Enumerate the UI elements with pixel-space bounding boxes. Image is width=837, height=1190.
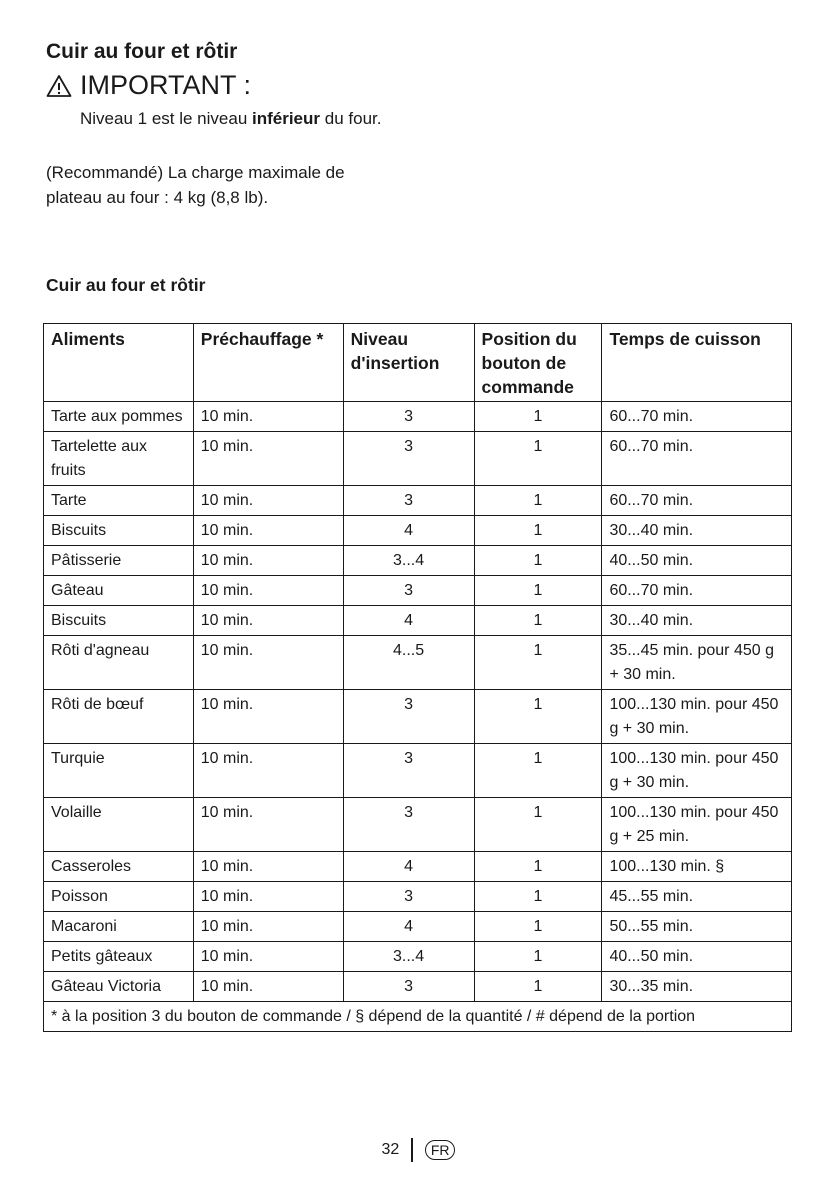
table-cell: 10 min. <box>193 546 343 576</box>
table-footnote: * à la position 3 du bouton de commande / § dépend de la quantité / # dépend de la portion <box>44 1002 792 1032</box>
table-cell: 10 min. <box>193 744 343 798</box>
table-cell: 1 <box>474 744 602 798</box>
page-number: 32 <box>381 1141 400 1158</box>
table-row <box>44 516 792 546</box>
table-cell: Casseroles <box>44 852 194 882</box>
table-cell: Tartelette aux fruits <box>44 432 194 486</box>
table-cell: Gâteau Victoria <box>44 972 194 1002</box>
footnote-row <box>44 1002 792 1032</box>
important-label: IMPORTANT : <box>80 70 252 100</box>
table-cell: 1 <box>474 798 602 852</box>
table-cell: 1 <box>474 516 602 546</box>
table-cell: Gâteau <box>44 576 194 606</box>
table-cell: 3 <box>343 972 474 1002</box>
header-cell: Temps de cuisson <box>602 324 792 402</box>
table-cell: Tarte <box>44 486 194 516</box>
table-cell: 1 <box>474 432 602 486</box>
table-row <box>44 852 792 882</box>
table-cell: 3 <box>343 402 474 432</box>
table-row <box>44 912 792 942</box>
table-cell: 1 <box>474 882 602 912</box>
header-cell: Aliments <box>44 324 194 402</box>
table-cell: 30...40 min. <box>602 516 792 546</box>
table-cell: 3 <box>343 432 474 486</box>
table-row <box>44 744 792 798</box>
level-note-suffix: du four. <box>320 109 382 128</box>
table-cell: Turquie <box>44 744 194 798</box>
table-cell: 3 <box>343 690 474 744</box>
table-cell: 10 min. <box>193 486 343 516</box>
header-cell: Préchauffage * <box>193 324 343 402</box>
table-cell: 4 <box>343 606 474 636</box>
table-cell: 4...5 <box>343 636 474 690</box>
table-cell: 45...55 min. <box>602 882 792 912</box>
table-cell: Pâtisserie <box>44 546 194 576</box>
warning-icon <box>46 74 72 98</box>
table-cell: 10 min. <box>193 576 343 606</box>
table-cell: 100...130 min. pour 450 g + 25 min. <box>602 798 792 852</box>
table-cell: 50...55 min. <box>602 912 792 942</box>
table-cell: 1 <box>474 402 602 432</box>
table-cell: Biscuits <box>44 606 194 636</box>
table-header-row <box>44 324 792 402</box>
page-title: Cuir au four et rôtir <box>46 40 238 63</box>
table-cell: 1 <box>474 690 602 744</box>
table-cell: 10 min. <box>193 606 343 636</box>
table-row <box>44 432 792 486</box>
table-cell: 1 <box>474 546 602 576</box>
table-cell: Poisson <box>44 882 194 912</box>
level-note-bold: inférieur <box>252 109 321 128</box>
table-cell: 10 min. <box>193 402 343 432</box>
table-cell: 30...40 min. <box>602 606 792 636</box>
table-row <box>44 690 792 744</box>
table-row <box>44 606 792 636</box>
table-row <box>44 636 792 690</box>
table-cell: Petits gâteaux <box>44 942 194 972</box>
table-row <box>44 882 792 912</box>
table-cell: 10 min. <box>193 912 343 942</box>
table-cell: 60...70 min. <box>602 486 792 516</box>
table-cell: 40...50 min. <box>602 942 792 972</box>
table-cell: 10 min. <box>193 972 343 1002</box>
table-cell: Biscuits <box>44 516 194 546</box>
table-cell: 1 <box>474 912 602 942</box>
table-cell: 1 <box>474 942 602 972</box>
table-row <box>44 972 792 1002</box>
table-cell: 3 <box>343 486 474 516</box>
table-cell: 60...70 min. <box>602 432 792 486</box>
table-cell: 10 min. <box>193 516 343 546</box>
table-row <box>44 576 792 606</box>
page-footer <box>0 1138 837 1162</box>
language-badge: FR <box>425 1140 456 1160</box>
table-cell: 3 <box>343 576 474 606</box>
table-title: Cuir au four et rôtir <box>46 275 206 295</box>
table-cell: 1 <box>474 636 602 690</box>
table-cell: 60...70 min. <box>602 576 792 606</box>
table-cell: 10 min. <box>193 942 343 972</box>
table-cell: 1 <box>474 852 602 882</box>
level-note-prefix: Niveau 1 est le niveau <box>80 109 252 128</box>
table-row <box>44 942 792 972</box>
table-cell: 4 <box>343 912 474 942</box>
header-cell: Position du bouton de commande <box>474 324 602 402</box>
table-cell: 60...70 min. <box>602 402 792 432</box>
header-cell: Niveau d'insertion <box>343 324 474 402</box>
table-cell: Volaille <box>44 798 194 852</box>
table-cell: 10 min. <box>193 690 343 744</box>
table-row <box>44 402 792 432</box>
table-cell: 3...4 <box>343 942 474 972</box>
table-cell: 3...4 <box>343 546 474 576</box>
table-cell: 100...130 min. pour 450 g + 30 min. <box>602 744 792 798</box>
level-note <box>80 106 390 131</box>
table-cell: 4 <box>343 516 474 546</box>
table-row <box>44 546 792 576</box>
table-cell: 1 <box>474 576 602 606</box>
table-cell: 1 <box>474 486 602 516</box>
table-cell: 30...35 min. <box>602 972 792 1002</box>
table-cell: 100...130 min. pour 450 g + 30 min. <box>602 690 792 744</box>
cooking-table <box>43 323 792 1032</box>
table-cell: Rôti de bœuf <box>44 690 194 744</box>
footer-divider <box>411 1138 413 1162</box>
table-cell: 100...130 min. § <box>602 852 792 882</box>
important-heading <box>46 70 251 101</box>
table-body <box>44 402 792 1002</box>
table-cell: 1 <box>474 972 602 1002</box>
table-cell: 10 min. <box>193 882 343 912</box>
table-cell: 1 <box>474 606 602 636</box>
max-load-note: (Recommandé) La charge maximale de plateau au four : 4 kg (8,8 lb). <box>46 163 345 207</box>
table-cell: 4 <box>343 852 474 882</box>
table-cell: 40...50 min. <box>602 546 792 576</box>
table-cell: 10 min. <box>193 636 343 690</box>
table-cell: Macaroni <box>44 912 194 942</box>
table-cell: Rôti d'agneau <box>44 636 194 690</box>
table-row <box>44 798 792 852</box>
table-cell: 3 <box>343 798 474 852</box>
table-cell: Tarte aux pommes <box>44 402 194 432</box>
table-cell: 3 <box>343 882 474 912</box>
table-cell: 10 min. <box>193 852 343 882</box>
table-cell: 35...45 min. pour 450 g + 30 min. <box>602 636 792 690</box>
table-cell: 3 <box>343 744 474 798</box>
table-cell: 10 min. <box>193 432 343 486</box>
table-cell: 10 min. <box>193 798 343 852</box>
table-row <box>44 486 792 516</box>
